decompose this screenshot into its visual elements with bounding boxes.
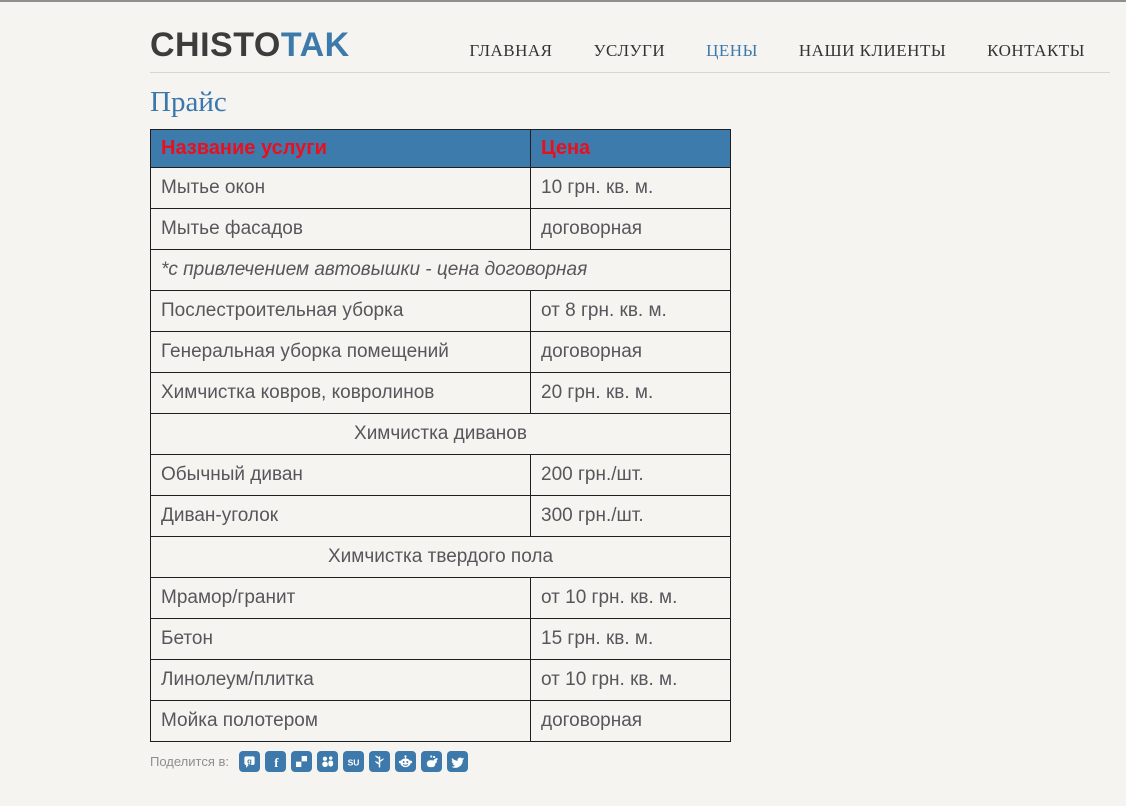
table-row: [151, 619, 731, 660]
table-row: [151, 455, 731, 496]
service-cell: Обычный диван: [151, 455, 531, 496]
table-header-row: [151, 130, 731, 168]
price-cell: договорная: [531, 701, 731, 742]
service-cell: Диван-уголок: [151, 496, 531, 537]
service-cell: Послестроительная уборка: [151, 291, 531, 332]
twitter-icon[interactable]: [447, 751, 468, 772]
service-cell: Химчистка ковров, ковролинов: [151, 373, 531, 414]
section-header-cell: Химчистка твердого пола: [151, 537, 731, 578]
nav-item-5[interactable]: КОНТАКТЫ: [987, 41, 1085, 60]
table-row: [151, 496, 731, 537]
service-cell: Линолеум/плитка: [151, 660, 531, 701]
logo-part-dark: CHISTO: [150, 26, 281, 64]
table-row: [151, 660, 731, 701]
price-cell: от 8 грн. кв. м.: [531, 291, 731, 332]
facebook-icon[interactable]: [265, 751, 286, 772]
page-container: [150, 2, 1110, 772]
table-row: [151, 701, 731, 742]
price-table-body: [151, 168, 731, 742]
price-cell: от 10 грн. кв. м.: [531, 660, 731, 701]
table-row: [151, 414, 731, 455]
site-logo[interactable]: [150, 26, 350, 65]
service-cell: Бетон: [151, 619, 531, 660]
service-cell: Мытье фасадов: [151, 209, 531, 250]
share-label: Поделится в:: [150, 754, 229, 769]
price-cell: 15 грн. кв. м.: [531, 619, 731, 660]
service-cell: Мытье окон: [151, 168, 531, 209]
share-icons: [239, 751, 468, 772]
service-cell: Мойка полотером: [151, 701, 531, 742]
table-row: [151, 578, 731, 619]
svg-text:g: g: [247, 756, 252, 766]
share-bar: [150, 751, 1110, 772]
table-row: [151, 209, 731, 250]
price-cell: 200 грн./шт.: [531, 455, 731, 496]
nav-item-1[interactable]: ГЛАВНАЯ: [469, 41, 553, 60]
service-cell: Генеральная уборка помещений: [151, 332, 531, 373]
note-cell: *с привлечением автовышки - цена договорная: [151, 250, 731, 291]
price-cell: 20 грн. кв. м.: [531, 373, 731, 414]
table-row: [151, 537, 731, 578]
svg-text:SU: SU: [347, 757, 360, 768]
nav-item-2[interactable]: УСЛУГИ: [593, 41, 666, 60]
delicious-icon[interactable]: [291, 751, 312, 772]
moimir-icon[interactable]: [317, 751, 338, 772]
header-divider: [150, 72, 1110, 73]
svg-text:f: f: [274, 756, 279, 770]
digg-icon[interactable]: [421, 751, 442, 772]
nav-item-3[interactable]: ЦЕНЫ: [706, 41, 758, 60]
price-cell: 300 грн./шт.: [531, 496, 731, 537]
column-header-price: Цена: [531, 130, 731, 168]
table-row: [151, 373, 731, 414]
liveinternet-icon[interactable]: [369, 751, 390, 772]
price-cell: 10 грн. кв. м.: [531, 168, 731, 209]
google-buzz-icon[interactable]: [239, 751, 260, 772]
price-cell: от 10 грн. кв. м.: [531, 578, 731, 619]
page-title: Прайс: [150, 86, 227, 118]
column-header-service: Название услуги: [151, 130, 531, 168]
reddit-icon[interactable]: [395, 751, 416, 772]
logo-part-blue: TAK: [280, 26, 350, 64]
site-header: [150, 2, 1110, 68]
price-cell: договорная: [531, 209, 731, 250]
table-row: [151, 168, 731, 209]
main-nav: [469, 41, 1085, 61]
stumbleupon-icon[interactable]: [343, 751, 364, 772]
table-row: [151, 250, 731, 291]
service-cell: Мрамор/гранит: [151, 578, 531, 619]
nav-item-4[interactable]: НАШИ КЛИЕНТЫ: [798, 41, 947, 60]
price-cell: договорная: [531, 332, 731, 373]
table-row: [151, 332, 731, 373]
table-row: [151, 291, 731, 332]
price-table: [150, 129, 731, 742]
section-header-cell: Химчистка диванов: [151, 414, 731, 455]
